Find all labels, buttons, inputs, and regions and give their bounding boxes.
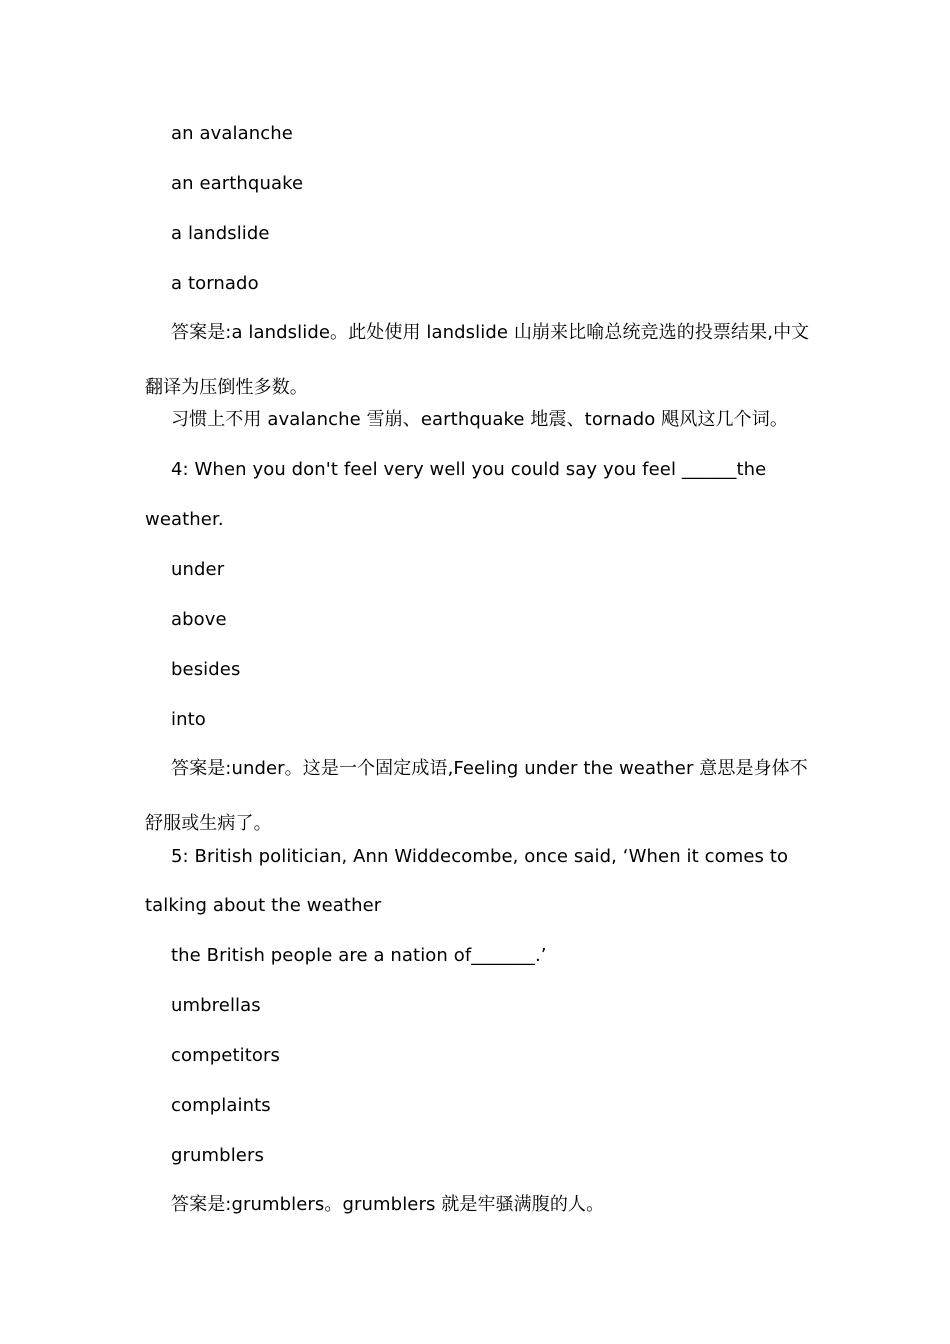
q5-option-4: grumblers (171, 1145, 264, 1166)
q3-option-2: an earthquake (171, 173, 304, 194)
q3-option-1: an avalanche (171, 123, 293, 144)
q5-option-3: complaints (171, 1095, 271, 1116)
q3-option-3: a landslide (171, 223, 270, 244)
q5-answer-line-1: 答案是:grumblers。grumblers 就是牢骚满腹的人。 (171, 1194, 605, 1215)
q5-question-line-3: the British people are a nation of_______.’ (171, 945, 547, 966)
q3-answer-line-1: 答案是:a landslide。此处使用 landslide 山崩来比喻总统竞选的投票结果,中文 (171, 322, 810, 343)
q3-option-4: a tornado (171, 273, 259, 294)
q5-option-1: umbrellas (171, 995, 261, 1016)
q4-option-1: under (171, 559, 225, 580)
q4-question-line-2: weather. (145, 509, 224, 530)
q4-option-3: besides (171, 659, 241, 680)
q4-answer-line-1: 答案是:under。这是一个固定成语,Feeling under the weather 意思是身体不 (171, 758, 808, 779)
q5-option-2: competitors (171, 1045, 280, 1066)
q5-question-line-2: talking about the weather (145, 895, 382, 916)
q5-question-line-1: 5: British politician, Ann Widdecombe, once said, ‘When it comes to (171, 846, 789, 867)
q3-answer-line-2: 翻译为压倒性多数。 (145, 377, 308, 398)
q3-answer-line-3: 习惯上不用 avalanche 雪崩、earthquake 地震、tornado 飓风这几个词。 (171, 409, 788, 430)
q4-question-line-1: 4: When you don't feel very well you could say you feel ______the (171, 459, 767, 480)
q4-answer-line-2: 舒服或生病了。 (145, 813, 272, 834)
q4-option-4: into (171, 709, 206, 730)
q4-option-2: above (171, 609, 227, 630)
